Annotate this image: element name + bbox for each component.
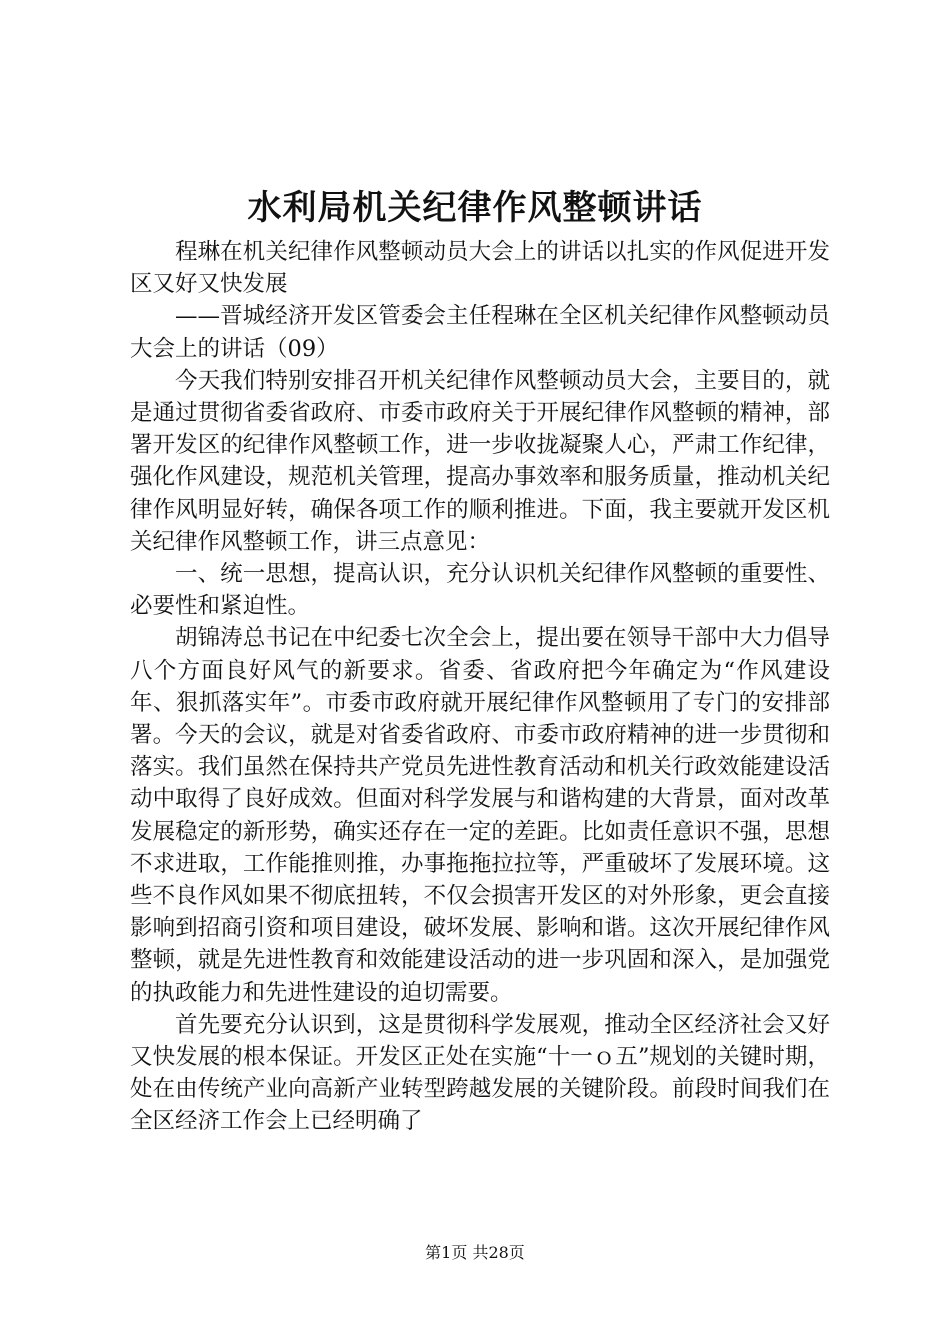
- paragraph: 今天我们特别安排召开机关纪律作风整顿动员大会，主要目的，就是通过贯彻省委省政府、市委市政府关于开展纪律作风整顿的精神，部署开发区的纪律作风整顿工作，进一步收拢凝聚人心，严肃工作纪律，强化作风建设，规范机关管理，提高办事效率和服务质量，推动机关纪律作风明显好转，确保各项工作的顺利推进。下面，我主要就开发区机关纪律作风整顿工作，讲三点意见：: [130, 367, 830, 555]
- paragraph: 首先要充分认识到，这是贯彻科学发展观，推动全区经济社会又好又快发展的根本保证。开发区正处在实施“十一ｏ五”规划的关键时期，处在由传统产业向高新产业转型跨越发展的关键阶段。前段时间我们在全区经济工作会上已经明确了: [130, 1011, 830, 1135]
- document-title: 水利局机关纪律作风整顿讲话: [247, 188, 703, 228]
- paragraph: 一、统一思想，提高认识，充分认识机关纪律作风整顿的重要性、必要性和紧迫性。: [130, 561, 830, 620]
- paragraph: 胡锦涛总书记在中纪委七次全会上，提出要在领导干部中大力倡导八个方面良好风气的新要求。省委、省政府把今年确定为“作风建设年、狠抓落实年”。市委市政府就开展纪律作风整顿用了专门的安排部署。今天的会议，就是对省委省政府、市委市政府精神的进一步贯彻和落实。我们虽然在保持共产党员先进性教育活动和机关行政效能建设活动中取得了良好成效。但面对科学发展与和谐构建的大背景，面对改革发展稳定的新形势，确实还存在一定的差距。比如责任意识不强，思想不求进取，工作能推则推，办事拖拖拉拉等，严重破坏了发展环境。这些不良作风如果不彻底扭转，不仅会损害开发区的对外形象，更会直接影响到招商引资和项目建设，破坏发展、影响和谐。这次开展纪律作风整顿，就是先进性教育和效能建设活动的进一步巩固和深入，是加强党的执政能力和先进性建设的迫切需要。: [130, 625, 830, 1006]
- paragraph: 程琳在机关纪律作风整顿动员大会上的讲话以扎实的作风促进开发区又好又快发展: [130, 239, 830, 298]
- document-body: [130, 236, 830, 1138]
- page-footer: 第1页 共28页: [425, 1243, 525, 1262]
- paragraph: ——晋城经济开发区管委会主任程琳在全区机关纪律作风整顿动员大会上的讲话（09）: [130, 303, 830, 362]
